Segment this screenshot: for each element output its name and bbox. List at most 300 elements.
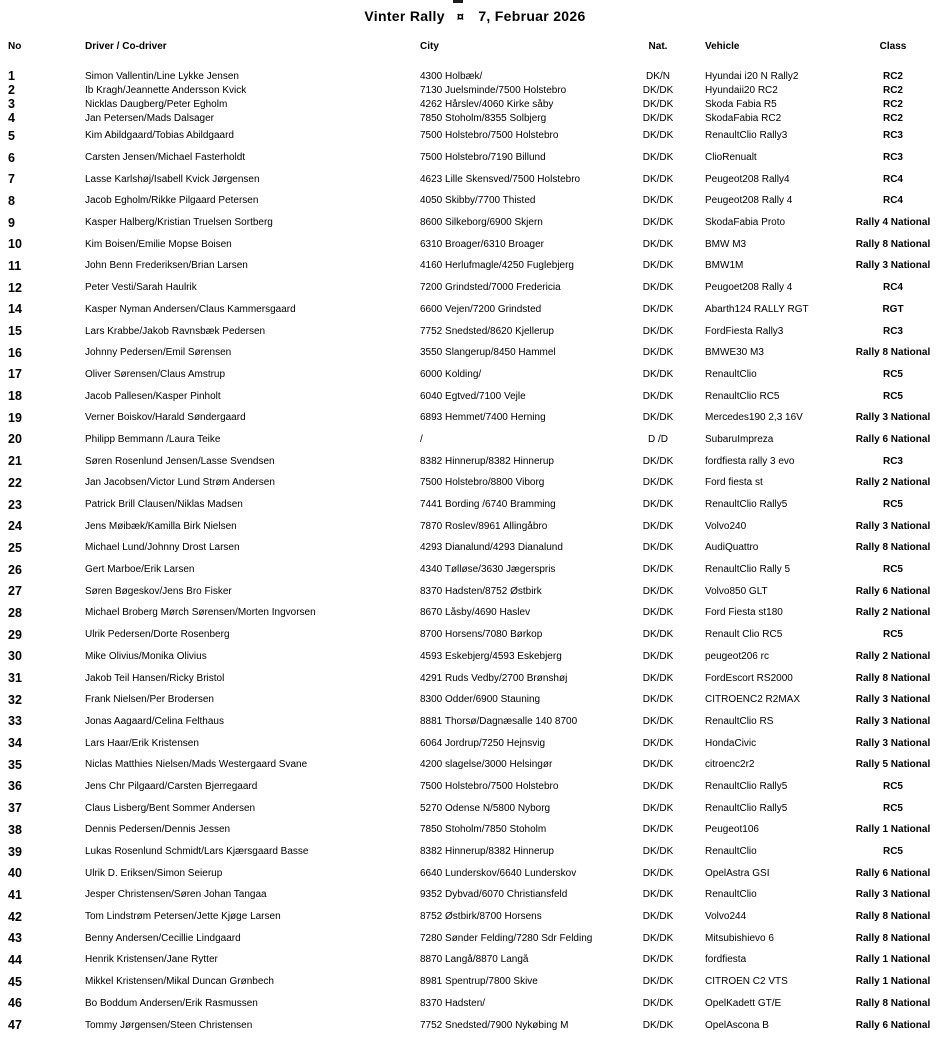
- table-row: [0, 862, 950, 884]
- class-cell: RC5: [882, 499, 903, 511]
- vehicle-cell: fordfiesta rally 3 evo: [705, 455, 795, 467]
- driver-cell: Henrik Kristensen/Jane Rytter: [85, 954, 218, 966]
- entry-number: 35: [8, 757, 22, 772]
- driver-cell: Jacob Egholm/Rikke Pilgaard Petersen: [85, 195, 259, 207]
- entry-number: 22: [8, 475, 22, 490]
- class-cell: RC3: [882, 325, 903, 337]
- table-row: [0, 841, 950, 863]
- entry-number: 12: [8, 280, 22, 295]
- class-cell: Rally 8 National: [855, 672, 931, 684]
- vehicle-cell: RenaultClio Rally3: [705, 130, 788, 142]
- vehicle-cell: BMWE30 M3: [705, 347, 764, 359]
- city-cell: 3550 Slangerup/8450 Hammel: [420, 347, 556, 359]
- vehicle-cell: Renault Clio RC5: [705, 629, 783, 641]
- nat-cell: DK/DK: [642, 390, 674, 402]
- clipped-text-fragment: [453, 0, 463, 3]
- table-row: [0, 819, 950, 841]
- title-separator: ¤: [456, 9, 465, 24]
- driver-cell: Jakob Teil Hansen/Ricky Bristol: [85, 672, 225, 684]
- class-cell: RC3: [882, 152, 903, 164]
- class-cell: Rally 8 National: [855, 932, 931, 944]
- nat-cell: DK/DK: [642, 84, 674, 96]
- city-cell: 8700 Horsens/7080 Børkop: [420, 629, 543, 641]
- city-cell: 8382 Hinnerup/8382 Hinnerup: [420, 846, 554, 858]
- class-cell: RC5: [882, 564, 903, 576]
- entry-number: 25: [8, 540, 22, 555]
- nat-cell: DK/DK: [642, 152, 674, 164]
- city-cell: 7870 Roslev/8961 Allingåbro: [420, 520, 548, 532]
- entry-number: 47: [8, 1018, 22, 1033]
- class-cell: Rally 3 National: [855, 737, 931, 749]
- entry-number: 45: [8, 974, 22, 989]
- driver-cell: Niclas Matthies Nielsen/Mads Westergaard Svane: [85, 759, 308, 771]
- city-cell: 4262 Hårslev/4060 Kirke såby: [420, 98, 554, 110]
- vehicle-cell: BMW M3: [705, 238, 747, 250]
- nat-cell: DK/DK: [642, 954, 674, 966]
- entry-number: 24: [8, 519, 22, 534]
- class-cell: Rally 3 National: [855, 412, 931, 424]
- table-row: [0, 971, 950, 993]
- nat-cell: DK/DK: [642, 759, 674, 771]
- table-row: [0, 667, 950, 689]
- city-cell: 6893 Hemmet/7400 Herning: [420, 412, 546, 424]
- driver-cell: Carsten Jensen/Michael Fasterholdt: [85, 152, 246, 164]
- entry-number: 10: [8, 237, 22, 252]
- table-row: [0, 711, 950, 733]
- class-cell: Rally 3 National: [855, 260, 931, 272]
- event-name: Vinter Rally: [364, 8, 445, 24]
- city-cell: 8870 Langå/8870 Langå: [420, 954, 529, 966]
- table-row: [0, 537, 950, 559]
- vehicle-cell: Peugoet208 Rally 4: [705, 282, 793, 294]
- table-row: [0, 797, 950, 819]
- driver-cell: Kasper Nyman Andersen/Claus Kammersgaard: [85, 303, 296, 315]
- city-cell: 7500 Holstebro/7190 Billund: [420, 152, 546, 164]
- nat-cell: DK/DK: [642, 412, 674, 424]
- driver-cell: Peter Vesti/Sarah Haulrik: [85, 282, 197, 294]
- driver-cell: Lasse Karlshøj/Isabell Kvick Jørgensen: [85, 173, 260, 185]
- table-header-row: [0, 40, 950, 52]
- class-cell: RC3: [882, 455, 903, 467]
- city-cell: 4293 Dianalund/4293 Dianalund: [420, 542, 563, 554]
- vehicle-cell: RenaultClio Rally5: [705, 780, 788, 792]
- city-cell: 4160 Herlufmagle/4250 Fuglebjerg: [420, 260, 574, 272]
- class-cell: Rally 8 National: [855, 542, 931, 554]
- vehicle-cell: CITROENC2 R2MAX: [705, 694, 801, 706]
- city-cell: 6040 Egtved/7100 Vejle: [420, 390, 526, 402]
- driver-cell: Johnny Pedersen/Emil Sørensen: [85, 347, 232, 359]
- nat-cell: DK/DK: [642, 130, 674, 142]
- nat-cell: DK/DK: [642, 325, 674, 337]
- entry-number: 33: [8, 714, 22, 729]
- nat-cell: DK/DK: [642, 650, 674, 662]
- class-cell: Rally 3 National: [855, 889, 931, 901]
- nat-cell: DK/DK: [642, 585, 674, 597]
- city-cell: 6640 Lunderskov/6640 Lunderskov: [420, 867, 577, 879]
- driver-cell: Jens Chr Pilgaard/Carsten Bjerregaard: [85, 780, 258, 792]
- nat-cell: DK/DK: [642, 997, 674, 1009]
- class-cell: Rally 5 National: [855, 759, 931, 771]
- city-cell: 6000 Kolding/: [420, 368, 482, 380]
- driver-cell: Patrick Brill Clausen/Niklas Madsen: [85, 499, 243, 511]
- driver-cell: Søren Rosenlund Jensen/Lasse Svendsen: [85, 455, 275, 467]
- city-cell: 6310 Broager/6310 Broager: [420, 238, 544, 250]
- driver-cell: Mikkel Kristensen/Mikal Duncan Grønbech: [85, 976, 274, 988]
- vehicle-cell: citroenc2r2: [705, 759, 755, 771]
- class-cell: Rally 3 National: [855, 694, 931, 706]
- city-cell: 4623 Lille Skensved/7500 Holstebro: [420, 173, 581, 185]
- entry-number: 9: [8, 215, 15, 230]
- city-cell: 6600 Vejen/7200 Grindsted: [420, 303, 542, 315]
- entry-number: 2: [8, 83, 15, 97]
- city-cell: 8370 Hadsten/8752 Østbirk: [420, 585, 542, 597]
- vehicle-cell: CITROEN C2 VTS: [705, 976, 788, 988]
- nat-cell: DK/DK: [642, 112, 674, 124]
- vehicle-cell: Peugeot208 Rally 4: [705, 195, 793, 207]
- nat-cell: DK/DK: [642, 802, 674, 814]
- city-cell: 4340 Tølløse/3630 Jægerspris: [420, 564, 556, 576]
- vehicle-cell: SkodaFabia RC2: [705, 112, 782, 124]
- table-row: [0, 190, 950, 212]
- nat-cell: DK/DK: [642, 737, 674, 749]
- class-cell: Rally 6 National: [855, 585, 931, 597]
- class-cell: RC4: [882, 195, 903, 207]
- city-cell: 8300 Odder/6900 Stauning: [420, 694, 541, 706]
- nat-cell: DK/DK: [642, 499, 674, 511]
- class-cell: RC5: [882, 629, 903, 641]
- driver-cell: Jan Jacobsen/Victor Lund Strøm Andersen: [85, 477, 275, 489]
- table-row: [0, 949, 950, 971]
- nat-cell: DK/DK: [642, 694, 674, 706]
- nat-cell: DK/DK: [642, 455, 674, 467]
- table-row: [0, 624, 950, 646]
- nat-cell: DK/DK: [642, 520, 674, 532]
- vehicle-cell: FordFiesta Rally3: [705, 325, 784, 337]
- driver-cell: Claus Lisberg/Bent Sommer Andersen: [85, 802, 256, 814]
- class-cell: RC5: [882, 368, 903, 380]
- entry-number: 11: [8, 258, 22, 273]
- table-row: [0, 97, 950, 111]
- table-row: [0, 906, 950, 928]
- entry-number: 18: [8, 389, 22, 404]
- vehicle-cell: RenaultClio: [705, 889, 757, 901]
- entry-number: 4: [8, 111, 15, 125]
- class-cell: Rally 1 National: [855, 954, 931, 966]
- nat-cell: DK/DK: [642, 629, 674, 641]
- nat-cell: DK/DK: [642, 217, 674, 229]
- column-header-vehicle: Vehicle: [705, 40, 740, 52]
- vehicle-cell: fordfiesta: [705, 954, 747, 966]
- driver-cell: Simon Vallentin/Line Lykke Jensen: [85, 70, 239, 82]
- table-body: [0, 69, 950, 1036]
- vehicle-cell: Volvo240: [705, 520, 747, 532]
- entry-number: 26: [8, 562, 22, 577]
- class-cell: Rally 1 National: [855, 976, 931, 988]
- driver-cell: Ib Kragh/Jeannette Andersson Kvick: [85, 84, 247, 96]
- entry-number: 39: [8, 844, 22, 859]
- driver-cell: Gert Marboe/Erik Larsen: [85, 564, 195, 576]
- nat-cell: DK/DK: [642, 976, 674, 988]
- class-cell: RC5: [882, 846, 903, 858]
- entry-number: 1: [8, 69, 15, 83]
- entry-number: 34: [8, 736, 22, 751]
- table-row: [0, 993, 950, 1015]
- nat-cell: D /D: [648, 433, 668, 445]
- city-cell: 7752 Snedsted/8620 Kjellerup: [420, 325, 554, 337]
- entry-number: 36: [8, 779, 22, 794]
- entry-number: 3: [8, 97, 15, 111]
- nat-cell: DK/DK: [642, 195, 674, 207]
- city-cell: 8881 Thorsø/Dagnæsalle 140 8700: [420, 715, 578, 727]
- nat-cell: DK/DK: [642, 780, 674, 792]
- class-cell: Rally 6 National: [855, 867, 931, 879]
- vehicle-cell: Peugeot106: [705, 824, 759, 836]
- class-cell: RC5: [882, 802, 903, 814]
- entry-number: 41: [8, 887, 22, 902]
- city-cell: 7500 Holstebro/7500 Holstebro: [420, 130, 559, 142]
- table-row: [0, 168, 950, 190]
- nat-cell: DK/DK: [642, 173, 674, 185]
- driver-cell: Nicklas Daugberg/Peter Egholm: [85, 98, 228, 110]
- driver-cell: Jan Petersen/Mads Dalsager: [85, 112, 214, 124]
- class-cell: RC4: [882, 282, 903, 294]
- class-cell: Rally 2 National: [855, 477, 931, 489]
- driver-cell: Kasper Halberg/Kristian Truelsen Sortberg: [85, 217, 273, 229]
- table-row: [0, 927, 950, 949]
- driver-cell: Michael Broberg Mørch Sørensen/Morten Ingvorsen: [85, 607, 316, 619]
- table-row: [0, 320, 950, 342]
- city-cell: /: [420, 433, 423, 445]
- table-row: [0, 111, 950, 125]
- entry-number: 23: [8, 497, 22, 512]
- event-date: 7, Februar 2026: [478, 8, 586, 24]
- table-row: [0, 450, 950, 472]
- entry-number: 14: [8, 302, 22, 317]
- city-cell: 8370 Hadsten/: [420, 997, 486, 1009]
- vehicle-cell: Volvo850 GLT: [705, 585, 768, 597]
- city-cell: 8670 Låsby/4690 Haslev: [420, 607, 531, 619]
- entry-number: 30: [8, 649, 22, 664]
- city-cell: 8981 Spentrup/7800 Skive: [420, 976, 538, 988]
- driver-cell: Jacob Pallesen/Kasper Pinholt: [85, 390, 221, 402]
- nat-cell: DK/DK: [642, 368, 674, 380]
- entry-number: 7: [8, 172, 15, 187]
- city-cell: 7500 Holstebro/8800 Viborg: [420, 477, 545, 489]
- city-cell: 7752 Snedsted/7900 Nykøbing M: [420, 1019, 569, 1031]
- table-row: [0, 559, 950, 581]
- entry-number: 44: [8, 952, 22, 967]
- city-cell: 7850 Stoholm/7850 Stoholm: [420, 824, 547, 836]
- table-row: [0, 69, 950, 83]
- column-header-nat: Nat.: [648, 40, 668, 52]
- entry-number: 5: [8, 128, 15, 143]
- entry-number: 42: [8, 909, 22, 924]
- driver-cell: Dennis Pedersen/Dennis Jessen: [85, 824, 231, 836]
- nat-cell: DK/DK: [642, 824, 674, 836]
- city-cell: 6064 Jordrup/7250 Hejnsvig: [420, 737, 546, 749]
- city-cell: 9352 Dybvad/6070 Christiansfeld: [420, 889, 568, 901]
- vehicle-cell: RenaultClio RC5: [705, 390, 780, 402]
- driver-cell: Ulrik Pedersen/Dorte Rosenberg: [85, 629, 230, 641]
- city-cell: 4291 Ruds Vedby/2700 Brønshøj: [420, 672, 568, 684]
- vehicle-cell: peugeot206 rc: [705, 650, 769, 662]
- table-row: [0, 884, 950, 906]
- class-cell: RC4: [882, 173, 903, 185]
- column-header-city: City: [420, 40, 439, 52]
- class-cell: RC3: [882, 130, 903, 142]
- vehicle-cell: RenaultClio: [705, 368, 757, 380]
- entry-number: 16: [8, 345, 22, 360]
- driver-cell: Bo Boddum Andersen/Erik Rasmussen: [85, 997, 258, 1009]
- city-cell: 7200 Grindsted/7000 Fredericia: [420, 282, 561, 294]
- vehicle-cell: RenaultClio RS: [705, 715, 774, 727]
- vehicle-cell: OpelAscona B: [705, 1019, 769, 1031]
- entry-number: 43: [8, 931, 22, 946]
- vehicle-cell: SubaruImpreza: [705, 433, 774, 445]
- vehicle-cell: Hyundaii20 RC2: [705, 84, 778, 96]
- class-cell: RC5: [882, 390, 903, 402]
- table-row: [0, 602, 950, 624]
- table-row: [0, 364, 950, 386]
- driver-cell: Mike Olivius/Monika Olivius: [85, 650, 207, 662]
- driver-cell: Lukas Rosenlund Schmidt/Lars Kjærsgaard Basse: [85, 846, 309, 858]
- city-cell: 5270 Odense N/5800 Nyborg: [420, 802, 551, 814]
- table-row: [0, 515, 950, 537]
- class-cell: RC2: [882, 70, 903, 82]
- class-cell: Rally 8 National: [855, 238, 931, 250]
- vehicle-cell: ClioRenualt: [705, 152, 757, 164]
- nat-cell: DK/DK: [642, 282, 674, 294]
- vehicle-cell: BMW1M: [705, 260, 744, 272]
- vehicle-cell: Mitsubishievo 6: [705, 932, 774, 944]
- driver-cell: Ulrik D. Eriksen/Simon Seierup: [85, 867, 223, 879]
- nat-cell: DK/DK: [642, 1019, 674, 1031]
- table-row: [0, 212, 950, 234]
- driver-cell: Tom Lindstrøm Petersen/Jette Kjøge Larsen: [85, 911, 281, 923]
- page-title: [0, 0, 950, 24]
- entry-number: 28: [8, 605, 22, 620]
- vehicle-cell: Ford Fiesta st180: [705, 607, 783, 619]
- entry-number: 32: [8, 692, 22, 707]
- nat-cell: DK/DK: [642, 715, 674, 727]
- table-row: [0, 754, 950, 776]
- vehicle-cell: Volvo244: [705, 911, 747, 923]
- class-cell: RGT: [882, 303, 904, 315]
- nat-cell: DK/DK: [642, 672, 674, 684]
- table-row: [0, 233, 950, 255]
- class-cell: Rally 8 National: [855, 997, 931, 1009]
- vehicle-cell: Abarth124 RALLY RGT: [705, 303, 809, 315]
- column-header-driver: Driver / Co-driver: [85, 40, 167, 52]
- vehicle-cell: RenaultClio Rally 5: [705, 564, 791, 576]
- vehicle-cell: Mercedes190 2,3 16V: [705, 412, 803, 424]
- driver-cell: Kim Abildgaard/Tobias Abildgaard: [85, 130, 234, 142]
- city-cell: 7441 Bording /6740 Bramming: [420, 499, 556, 511]
- table-row: [0, 255, 950, 277]
- vehicle-cell: SkodaFabia Proto: [705, 217, 786, 229]
- table-row: [0, 776, 950, 798]
- city-cell: 7130 Juelsminde/7500 Holstebro: [420, 84, 567, 96]
- entry-number: 17: [8, 367, 22, 382]
- driver-cell: John Benn Frederiksen/Brian Larsen: [85, 260, 248, 272]
- driver-cell: Jonas Aagaard/Celina Felthaus: [85, 715, 224, 727]
- table-row: [0, 429, 950, 451]
- entry-number: 6: [8, 150, 15, 165]
- city-cell: 7850 Stoholm/8355 Solbjerg: [420, 112, 547, 124]
- nat-cell: DK/DK: [642, 932, 674, 944]
- driver-cell: Benny Andersen/Cecillie Lindgaard: [85, 932, 241, 944]
- nat-cell: DK/DK: [642, 347, 674, 359]
- nat-cell: DK/DK: [642, 238, 674, 250]
- entry-number: 8: [8, 193, 15, 208]
- class-cell: Rally 2 National: [855, 650, 931, 662]
- entry-number: 46: [8, 996, 22, 1011]
- driver-cell: Lars Haar/Erik Kristensen: [85, 737, 199, 749]
- nat-cell: DK/DK: [642, 846, 674, 858]
- city-cell: 4593 Eskebjerg/4593 Eskebjerg: [420, 650, 562, 662]
- entry-number: 37: [8, 801, 22, 816]
- nat-cell: DK/DK: [642, 564, 674, 576]
- driver-cell: Michael Lund/Johnny Drost Larsen: [85, 542, 240, 554]
- vehicle-cell: Peugeot208 Rally4: [705, 173, 790, 185]
- entry-number: 29: [8, 627, 22, 642]
- class-cell: RC2: [882, 84, 903, 96]
- table-row: [0, 83, 950, 97]
- class-cell: Rally 1 National: [855, 824, 931, 836]
- nat-cell: DK/DK: [642, 303, 674, 315]
- table-row: [0, 494, 950, 516]
- driver-cell: Søren Bøgeskov/Jens Bro Fisker: [85, 585, 232, 597]
- class-cell: Rally 3 National: [855, 715, 931, 727]
- vehicle-cell: RenaultClio: [705, 846, 757, 858]
- driver-cell: Jesper Christensen/Søren Johan Tangaa: [85, 889, 267, 901]
- driver-cell: Lars Krabbe/Jakob Ravnsbæk Pedersen: [85, 325, 266, 337]
- class-cell: Rally 8 National: [855, 911, 931, 923]
- class-cell: Rally 8 National: [855, 347, 931, 359]
- entry-number: 15: [8, 324, 22, 339]
- driver-cell: Oliver Sørensen/Claus Amstrup: [85, 368, 226, 380]
- vehicle-cell: Hyundai i20 N Rally2: [705, 70, 799, 82]
- vehicle-cell: Skoda Fabia R5: [705, 98, 777, 110]
- entry-number: 31: [8, 671, 22, 686]
- nat-cell: DK/N: [646, 70, 670, 82]
- vehicle-cell: OpelKadett GT/E: [705, 997, 782, 1009]
- city-cell: 4300 Holbæk/: [420, 70, 483, 82]
- city-cell: 8382 Hinnerup/8382 Hinnerup: [420, 455, 554, 467]
- class-cell: RC5: [882, 780, 903, 792]
- vehicle-cell: HondaCivic: [705, 737, 757, 749]
- table-row: [0, 646, 950, 668]
- nat-cell: DK/DK: [642, 477, 674, 489]
- table-row: [0, 580, 950, 602]
- nat-cell: DK/DK: [642, 542, 674, 554]
- table-row: [0, 125, 950, 147]
- entry-number: 19: [8, 410, 22, 425]
- vehicle-cell: AudiQuattro: [705, 542, 759, 554]
- nat-cell: DK/DK: [642, 607, 674, 619]
- nat-cell: DK/DK: [642, 260, 674, 272]
- table-row: [0, 342, 950, 364]
- class-cell: Rally 3 National: [855, 520, 931, 532]
- class-cell: Rally 4 National: [855, 217, 931, 229]
- entry-number: 38: [8, 822, 22, 837]
- city-cell: 8752 Østbirk/8700 Horsens: [420, 911, 542, 923]
- nat-cell: DK/DK: [642, 911, 674, 923]
- city-cell: 7500 Holstebro/7500 Holstebro: [420, 780, 559, 792]
- table-row: [0, 689, 950, 711]
- entry-number: 40: [8, 866, 22, 881]
- city-cell: 4200 slagelse/3000 Helsingør: [420, 759, 553, 771]
